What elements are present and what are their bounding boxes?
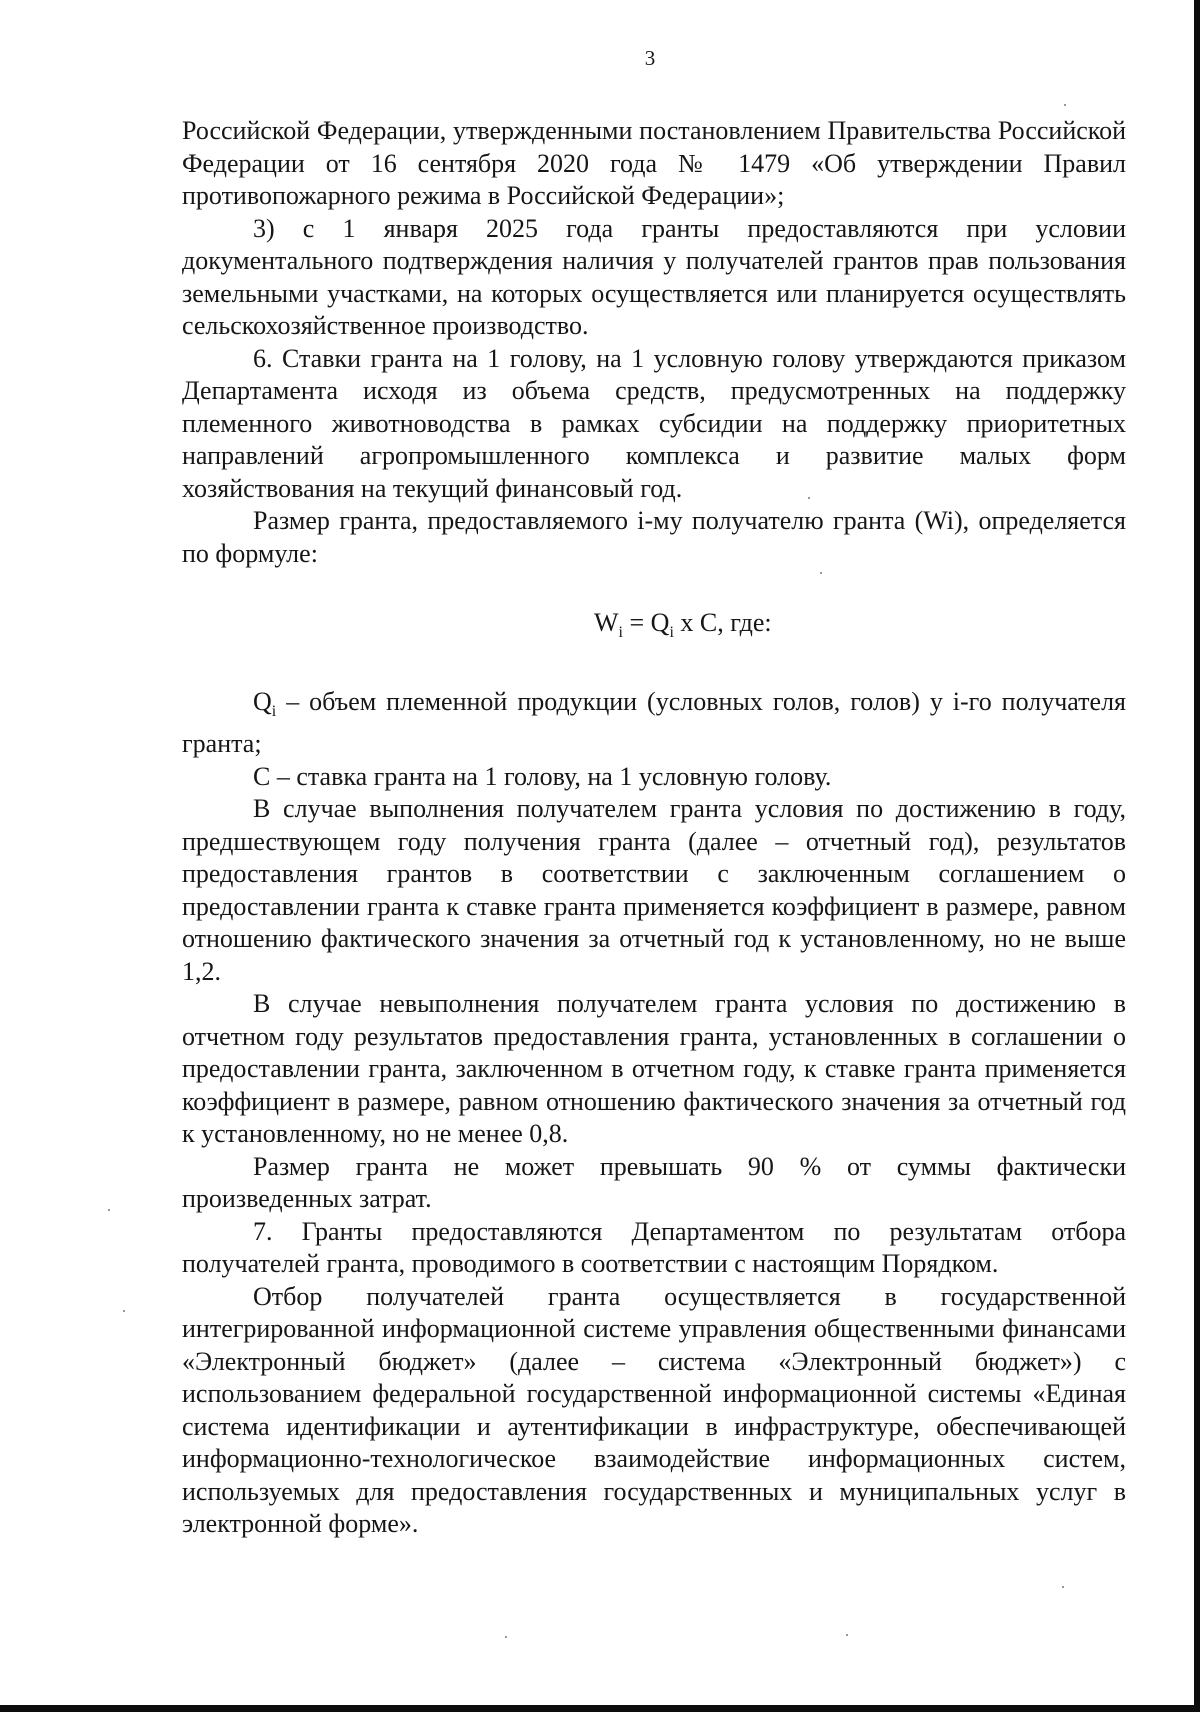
paragraph-grant-size: Размер гранта, предоставляемого i-му получателю гранта (Wi), определяется по формуле: — [182, 506, 1126, 568]
definition-q — [182, 686, 1126, 761]
definition-q-symbol: Q — [253, 686, 272, 716]
scan-speck — [505, 1636, 507, 1638]
paragraph-coefficient-decrease: В случае невыполнения получателем гранта условия по достижению в отчетном году результатов предоставления гранта, установленных в соглашении о предоставлении гранта, заключенном в отчетном году, к ставке гранта применяется коэффициент в размере, равном отношению фактического значения за отчетный год к установленному, но не менее 0,8. — [182, 989, 1126, 1149]
formula-q-subscript: i — [669, 624, 674, 642]
formula-w: W — [594, 608, 619, 637]
paragraph-continuation: Российской Федерации, утвержденными постановлением Правительства Российской Федерации от 16 сентября 2020 года № 1479 «Об утверждении Правил противопожарного режима в Российской Федерации»; — [182, 116, 1126, 210]
grant-formula — [182, 607, 1126, 650]
definition-q-text: – объем племенной продукции (условных голов, голов) у i-го получателя гранта; — [182, 686, 1126, 759]
scan-speck — [820, 572, 822, 574]
definition-q-subscript: i — [271, 702, 277, 720]
scan-speck — [123, 1310, 125, 1312]
formula-w-subscript: i — [618, 624, 623, 642]
definition-c: C – ставка гранта на 1 голову, на 1 условную голову. — [253, 761, 832, 791]
scan-speck — [108, 1209, 110, 1211]
scan-speck — [808, 497, 810, 499]
scan-speck — [1064, 104, 1066, 106]
scan-speck — [1062, 1586, 1064, 1588]
page-number: 3 — [644, 46, 656, 70]
paragraph-item-3: 3) с 1 января 2025 года гранты предоставляются при условии документального подтверждения наличия у получателей грантов прав пользования земельными участками, на которых осуществляется или планируется осуществлять сельскохозяйственное производство. — [182, 213, 1126, 340]
paragraph-clause-6: 6. Ставки гранта на 1 голову, на 1 условную голову утверждаются приказом Департамента исходя из объема средств, предусмотренных на поддержку племенного животноводства в рамках субсидии на поддержку приоритетных направлений агропромышленного комплекса и развитие малых форм хозяйствования на текущий финансовый год. — [182, 343, 1126, 503]
scan-edge-bottom — [0, 1705, 1200, 1712]
paragraph-coefficient-increase: В случае выполнения получателем гранта условия по достижению в году, предшествующем году получения гранта (далее – отчетный год), результатов предоставления грантов в соответствии с заключенным соглашением о предоставлении гранта к ставке гранта применяется коэффициент в размере, равном отношению фактического значения за отчетный год к установленному, но не выше 1,2. — [182, 794, 1126, 986]
paragraph-clause-7: 7. Гранты предоставляются Департаментом по результатам отбора получателей гранта, проводимого в соответствии с настоящим Порядком. — [182, 1216, 1126, 1279]
formula-eq: = Q — [623, 608, 670, 637]
document-body — [182, 115, 1126, 1541]
scan-edge-right — [1194, 0, 1200, 1712]
paragraph-grant-limit: Размер гранта не может превышать 90 % от суммы фактически произведенных затрат. — [182, 1151, 1126, 1214]
scan-speck — [846, 1634, 848, 1636]
paragraph-selection-system: Отбор получателей гранта осуществляется в государственной интегрированной информационной системе управления общественными финансами «Электронный бюджет» (далее – система «Электронный бюджет») с использованием федеральной государственной информационной системы «Единая система идентификации и аутентификации в инфраструктуре, обеспечивающей информационно-технологическое взаимодействие информационных систем, используемых для предоставления государственных и муниципальных услуг в электронной форме». — [182, 1281, 1126, 1539]
formula-rest: x C, где: — [673, 608, 772, 637]
